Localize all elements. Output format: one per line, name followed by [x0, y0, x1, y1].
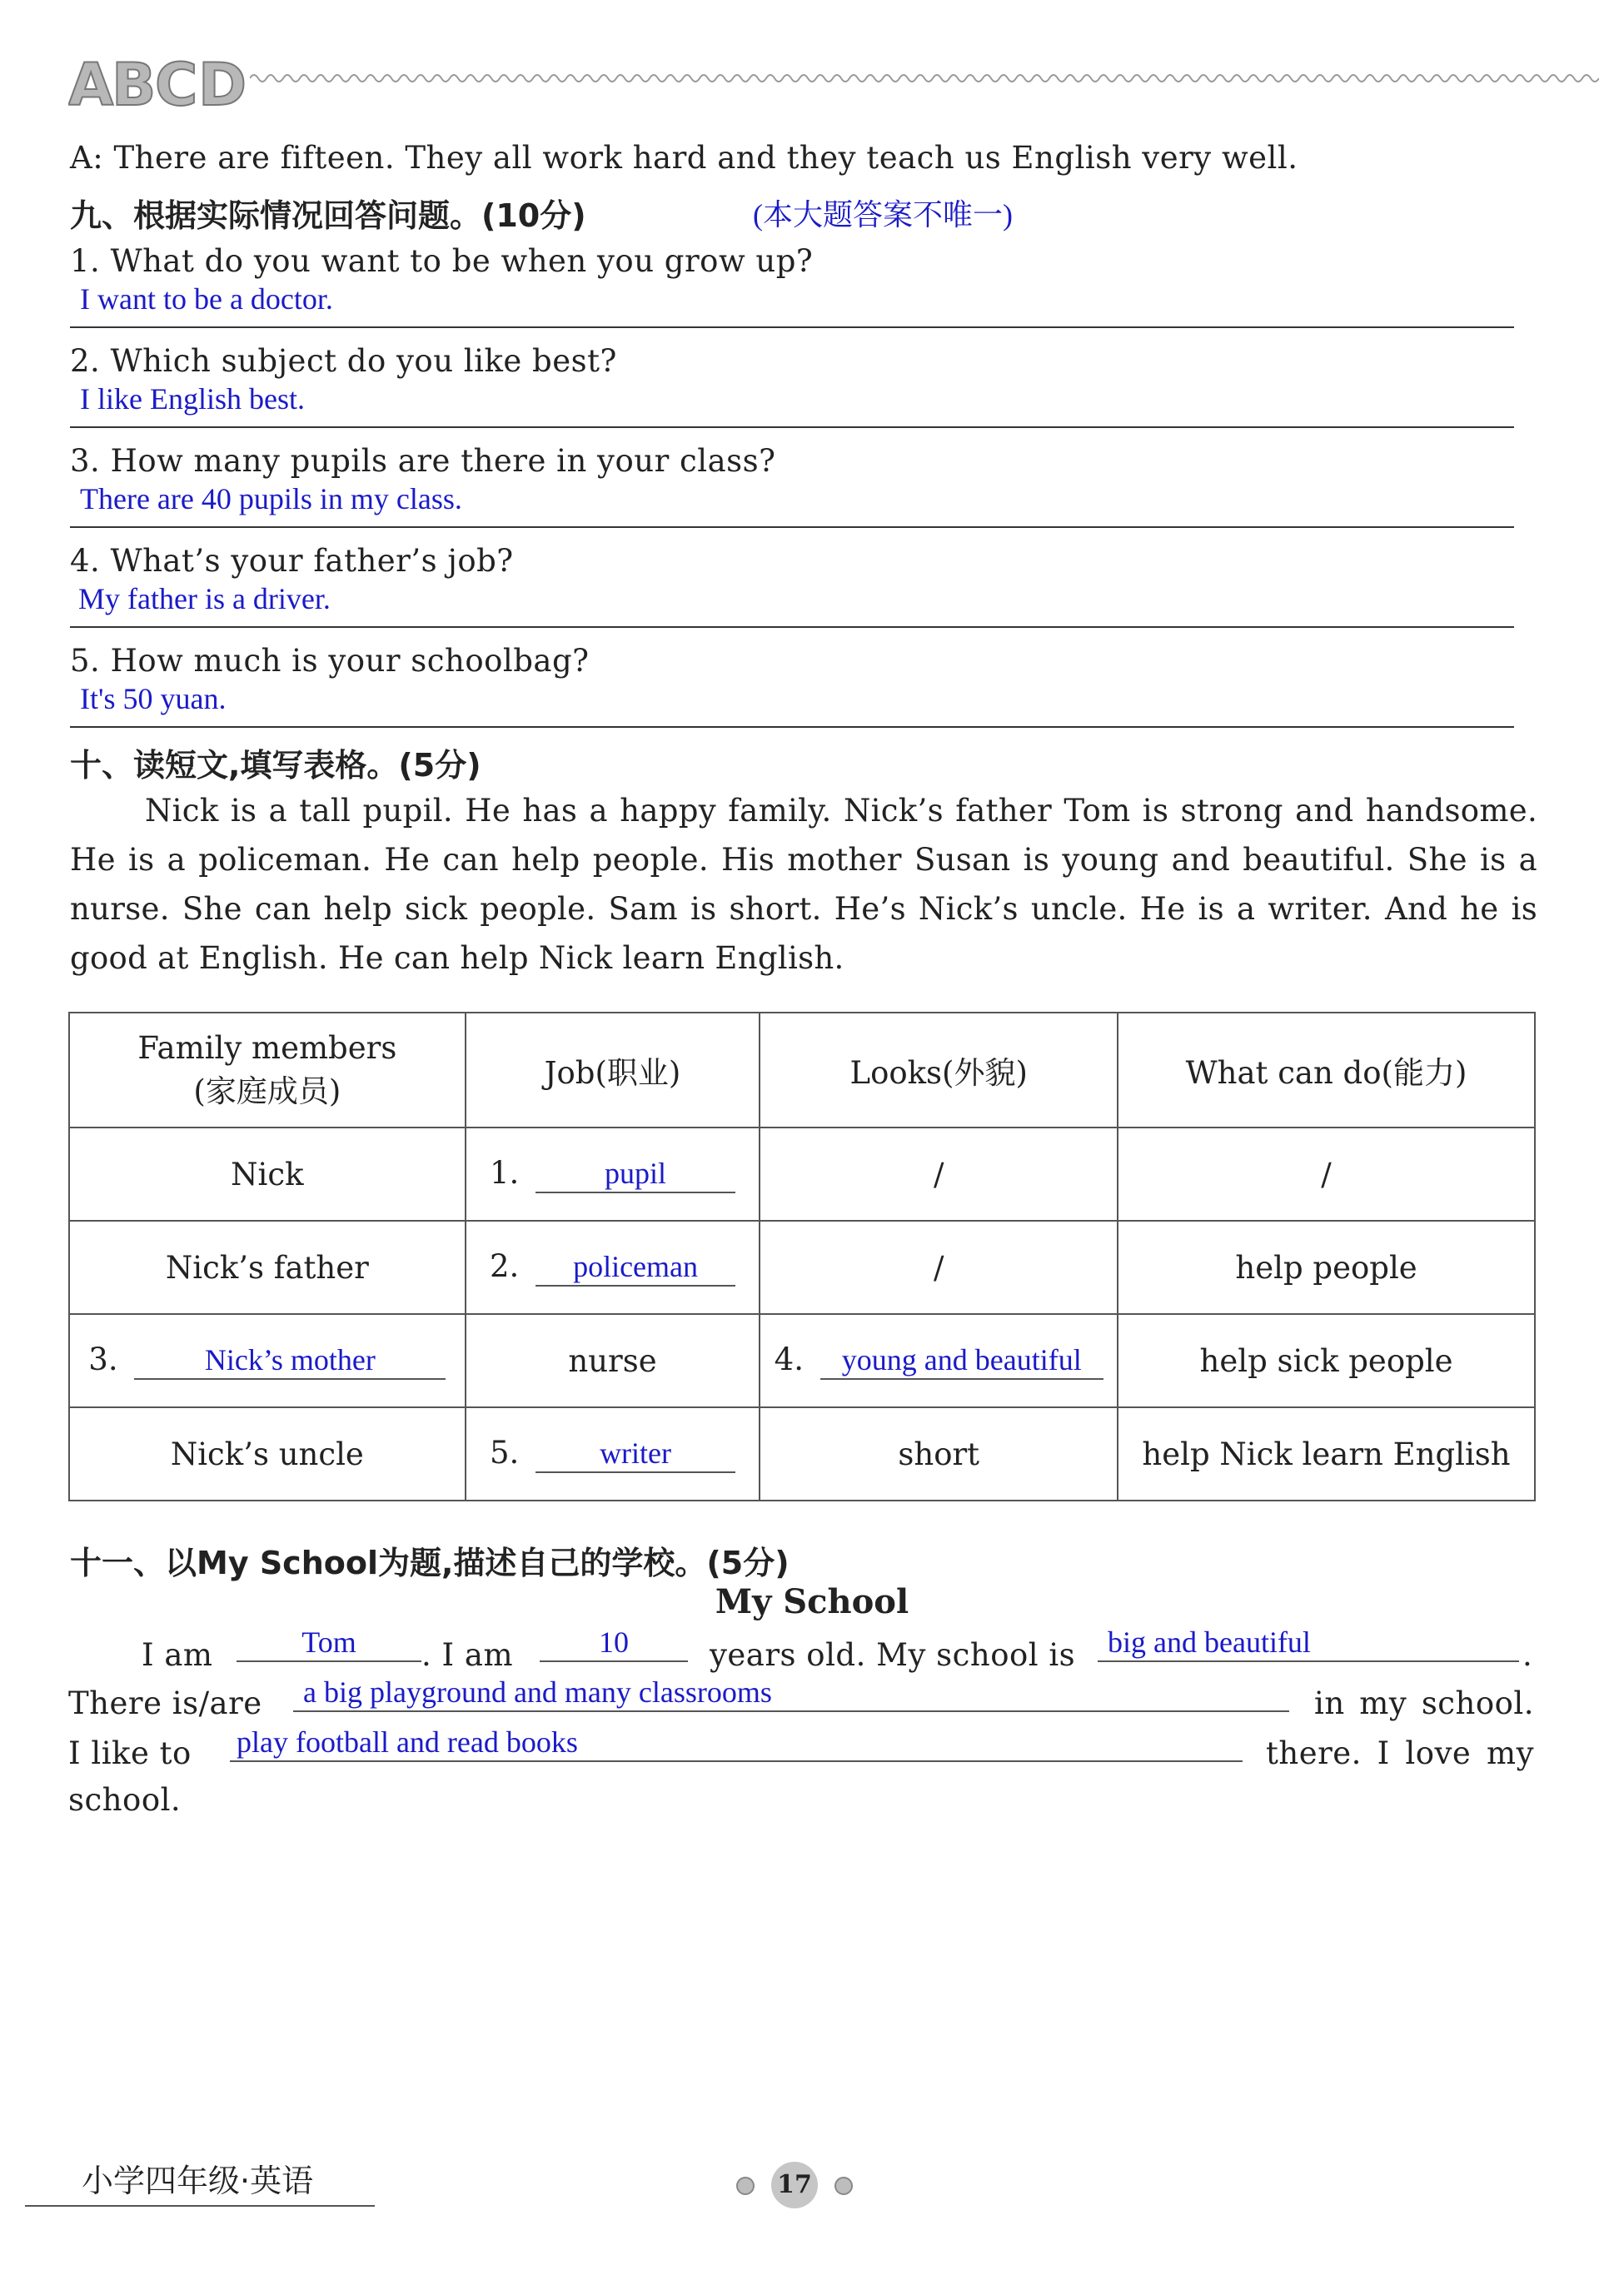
header-members	[69, 1013, 466, 1128]
ability-cell: help sick people	[1118, 1314, 1535, 1407]
answer-2: I like English best.	[80, 382, 305, 416]
question-2: 2. Which subject do you like best?	[70, 343, 617, 379]
abcd-logo	[68, 48, 252, 115]
footer-underline	[25, 2205, 375, 2207]
reading-passage: Nick is a tall pupil. He has a happy family. Nick’s father Tom is strong and handsome. He is a policeman. He can help people. His mother Susan is young and beautiful. She is a nurse. She can help sick people. Sam is short. He’s Nick’s uncle. He is a writer. And he is good at English. He can help Nick learn English.	[70, 793, 1537, 976]
header-looks: Looks(外貌)	[760, 1013, 1118, 1128]
blank-line	[540, 1624, 688, 1662]
header-members-cn: (家庭成员)	[193, 1073, 341, 1109]
looks-cell: /	[760, 1221, 1118, 1314]
blank-line	[293, 1674, 1289, 1712]
header-members-en: Family members	[137, 1029, 397, 1066]
answer-line	[70, 426, 1514, 428]
essay-text: I am	[142, 1637, 213, 1673]
logo-letter: A	[68, 51, 114, 115]
blank-line	[536, 1155, 735, 1193]
answer-5: It's 50 yuan.	[80, 682, 227, 715]
job-cell	[466, 1407, 760, 1501]
blank-number: 2.	[489, 1248, 520, 1284]
job-answer: writer	[600, 1436, 672, 1470]
section9-note: (本大题答案不唯一)	[753, 198, 1013, 231]
intro-line: A: There are fifteen. They all work hard and they teach us English very well.	[70, 140, 1298, 176]
member-cell: Nick	[69, 1128, 466, 1221]
answer-line	[70, 526, 1514, 528]
page-number: 17	[771, 2162, 818, 2208]
job-cell	[466, 1221, 760, 1314]
table-header-row	[69, 1013, 1535, 1128]
essay-text: .	[1522, 1637, 1533, 1673]
footer-grade: 小学四年级·英语	[82, 2163, 314, 2199]
ability-cell: help Nick learn English	[1118, 1407, 1535, 1501]
essay-text: school.	[68, 1782, 182, 1818]
header-job: Job(职业)	[466, 1013, 760, 1128]
blank-line	[134, 1342, 446, 1380]
answer-3: There are 40 pupils in my class.	[80, 482, 462, 515]
ability-cell: /	[1118, 1128, 1535, 1221]
essay-text: there. I love my	[1266, 1735, 1534, 1771]
blank-number: 3.	[88, 1342, 118, 1377]
blank-number: 5.	[489, 1435, 520, 1471]
there-answer: a big playground and many classrooms	[303, 1675, 772, 1709]
question-1: 1. What do you want to be when you grow up?	[70, 243, 814, 279]
essay-text: I like to	[68, 1735, 192, 1771]
essay-text: . I am	[421, 1637, 514, 1673]
blank-line	[1098, 1624, 1519, 1662]
section9-heading: 九、根据实际情况回答问题。(10分)	[70, 197, 586, 234]
blank-line	[237, 1624, 421, 1662]
logo-letter: C	[155, 51, 198, 115]
header-ability: What can do(能力)	[1118, 1013, 1535, 1128]
table-row	[69, 1221, 1535, 1314]
answer-1: I want to be a doctor.	[80, 282, 333, 316]
job-cell	[466, 1128, 760, 1221]
blank-number: 1.	[489, 1155, 520, 1191]
like-answer: play football and read books	[237, 1725, 578, 1759]
section10-heading: 十、读短文,填写表格。(5分)	[70, 747, 481, 784]
section11-heading: 十一、以My School为题,描述自己的学校。(5分)	[70, 1545, 790, 1581]
looks-answer: young and beautiful	[841, 1343, 1082, 1376]
logo-letter: B	[112, 51, 157, 115]
answer-line	[70, 626, 1514, 628]
job-answer: pupil	[605, 1157, 667, 1190]
looks-cell: short	[760, 1407, 1118, 1501]
looks-cell	[760, 1314, 1118, 1407]
essay-text: There is/are	[68, 1685, 262, 1721]
member-cell: Nick’s father	[69, 1221, 466, 1314]
answer-line	[70, 726, 1514, 728]
member-cell: Nick’s uncle	[69, 1407, 466, 1501]
answer-4: My father is a driver.	[78, 582, 331, 615]
question-3: 3. How many pupils are there in your class?	[70, 443, 776, 479]
table-row	[69, 1128, 1535, 1221]
name-answer: Tom	[301, 1625, 356, 1659]
page-dot-left	[736, 2177, 755, 2195]
member-answer: Nick’s mother	[204, 1343, 376, 1376]
family-table	[68, 1012, 1536, 1501]
question-5: 5. How much is your schoolbag?	[70, 643, 590, 679]
header-wave-line	[250, 68, 1599, 88]
looks-cell: /	[760, 1128, 1118, 1221]
logo-letter: D	[198, 51, 247, 115]
age-answer: 10	[599, 1625, 629, 1659]
blank-line	[536, 1435, 735, 1473]
school-answer: big and beautiful	[1108, 1625, 1311, 1659]
table-row	[69, 1407, 1535, 1501]
ability-cell: help people	[1118, 1221, 1535, 1314]
member-cell	[69, 1314, 466, 1407]
question-4: 4. What’s your father’s job?	[70, 543, 514, 579]
job-cell: nurse	[466, 1314, 760, 1407]
blank-line	[820, 1342, 1103, 1380]
blank-line	[230, 1724, 1243, 1762]
page-dot-right	[834, 2177, 853, 2195]
blank-number: 4.	[774, 1342, 804, 1377]
table-row	[69, 1314, 1535, 1407]
essay-text: in my school.	[1314, 1685, 1534, 1721]
blank-line	[536, 1248, 735, 1287]
essay-title: My School	[715, 1582, 909, 1621]
job-answer: policeman	[573, 1250, 699, 1283]
answer-line	[70, 326, 1514, 328]
essay-text: years old. My school is	[710, 1637, 1076, 1673]
